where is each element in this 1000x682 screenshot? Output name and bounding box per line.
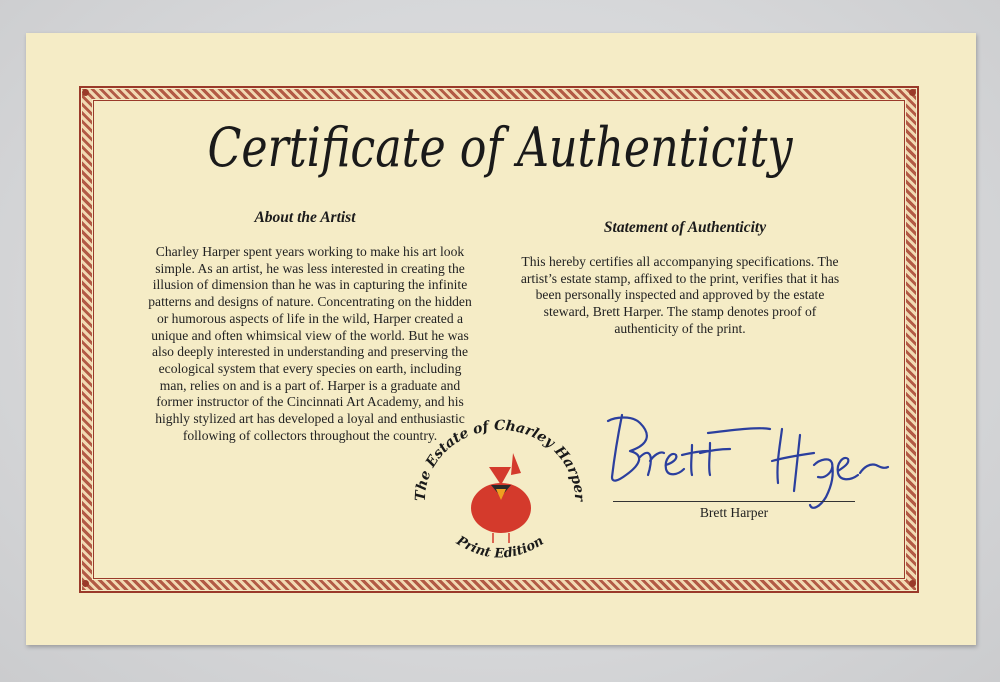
title-text: Certificate of Authenticity bbox=[207, 116, 794, 179]
handwritten-signature bbox=[600, 405, 900, 520]
statement-line: artist’s estate stamp, affixed to the print, verifies that it has bbox=[520, 270, 840, 286]
about-line: simple. As an artist, he was less interested in creating the bbox=[155, 260, 465, 276]
about-line: also deeply interested in understanding and preserving the bbox=[152, 344, 468, 360]
signature-line bbox=[613, 501, 855, 502]
signer-name: Brett Harper bbox=[699, 505, 769, 520]
border-corner-ornament bbox=[909, 89, 916, 96]
about-line: or humorous aspects of life in the wild, Harper created a bbox=[156, 310, 464, 326]
cardinal-icon bbox=[471, 453, 531, 543]
about-line: highly stylized art has developed a loyal and enthusiastic bbox=[155, 411, 465, 427]
about-line: Charley Harper spent years working to make his art look bbox=[155, 244, 465, 259]
statement-paragraph bbox=[505, 254, 855, 338]
about-line: ecological system that every species on earth, including bbox=[158, 360, 462, 376]
about-line: man, relies on and is a part of. Harper is a graduate and bbox=[159, 377, 461, 393]
stamp-bottom-text: Print Edition bbox=[453, 533, 547, 562]
about-line: patterns and designs of nature. Concentrating on the hidden bbox=[148, 294, 472, 310]
estate-stamp bbox=[405, 405, 590, 585]
border-corner-ornament bbox=[909, 580, 916, 587]
about-heading: About the Artist bbox=[254, 209, 356, 226]
certificate-title bbox=[100, 108, 900, 188]
about-line: unique and often whimsical view of the world. But he was bbox=[151, 327, 469, 343]
about-line: illusion of dimension than he was in capturing the infinite bbox=[152, 277, 468, 293]
about-line: following of collectors throughout the country. bbox=[182, 427, 438, 443]
border-corner-ornament bbox=[82, 89, 89, 96]
stamp-top-text: The Estate of Charley Harper bbox=[412, 417, 588, 502]
statement-line: This hereby certifies all accompanying specifications. The bbox=[521, 254, 839, 269]
statement-heading: Statement of Authenticity bbox=[603, 219, 767, 236]
statement-line: authenticity of the print. bbox=[614, 320, 746, 336]
statement-line: been personally inspected and approved by the estate bbox=[535, 287, 825, 303]
statement-line: steward, Brett Harper. The stamp denotes proof of bbox=[543, 304, 817, 320]
border-corner-ornament bbox=[82, 580, 89, 587]
about-line: former instructor of the Cincinnati Art Academy, and his bbox=[156, 394, 464, 410]
